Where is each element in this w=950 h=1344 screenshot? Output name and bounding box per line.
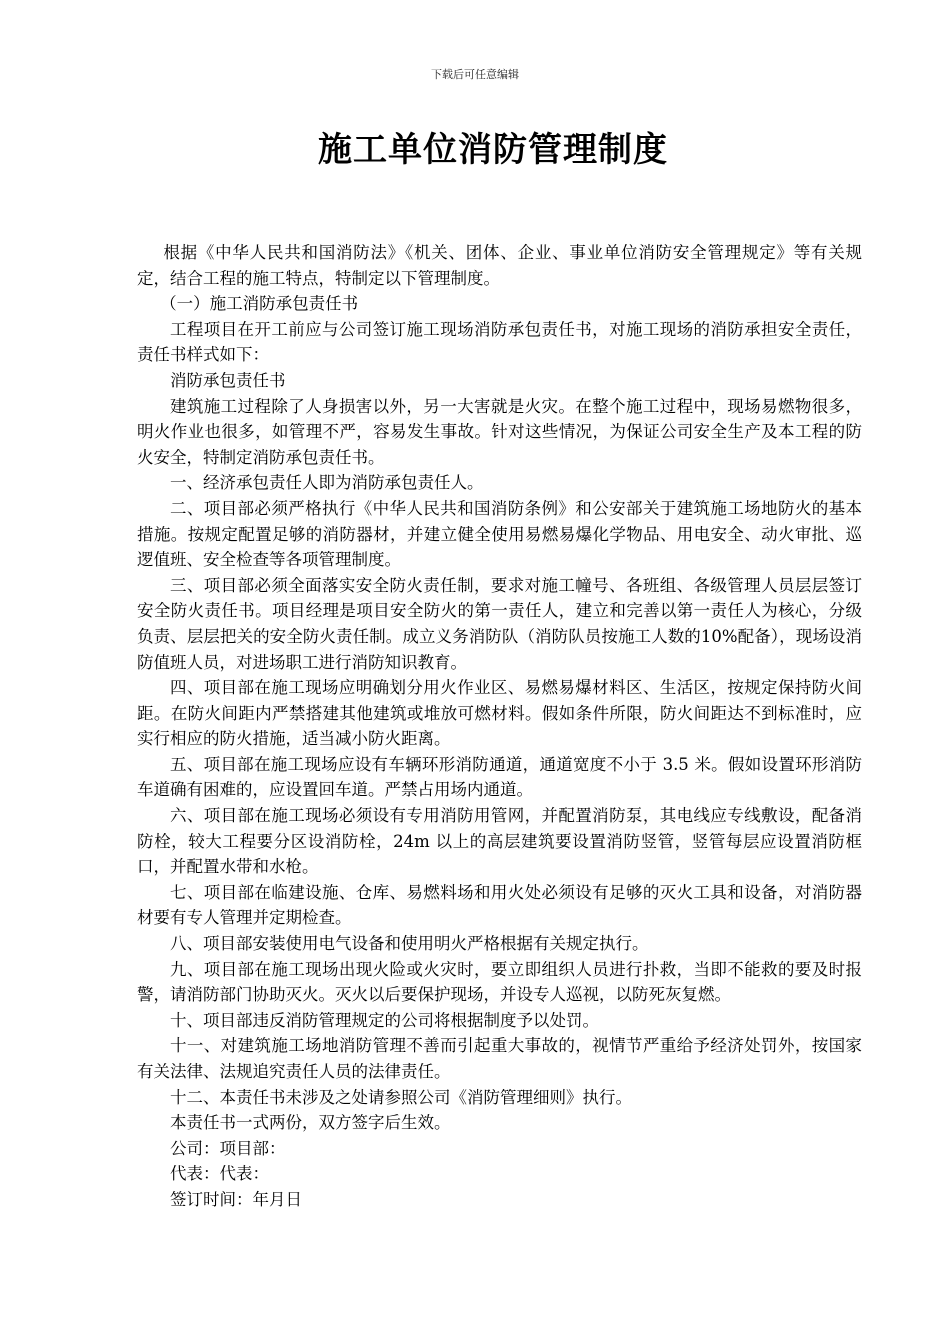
signature-representative-line: 代表：代表：: [170, 1164, 269, 1184]
clause-item: 八、项目部安装使用电气设备和使用明火严格根据有关规定执行。: [170, 934, 649, 954]
clause-item: 二、项目部必须严格执行《中华人民共和国消防条例》和公安部关于建筑施工场地防火的基本措施。按规定配置足够的消防器材，并建立健全使用易燃易爆化学物品、用电安全、动火审批、巡逻值班、安全检查等各项管理制度。: [137, 498, 862, 570]
clause-item: 三、项目部必须全面落实安全防火责任制，要求对施工幢号、各班组、各级管理人员层层签订安全防火责任书。项目经理是项目安全防火的第一责任人，建立和完善以第一责任人为核心，分级负责、层层把关的安全防火责任制。成立义务消防队（消防队员按施工人数的10%配备），现场设消防值班人员，对进场职工进行消防知识教育。: [137, 575, 862, 672]
section-heading: （一）施工消防承包责任书: [160, 294, 359, 314]
clause-item: 四、项目部在施工现场应明确划分用火作业区、易燃易爆材料区、生活区，按规定保持防火间距。在防火间距内严禁搭建其他建筑或堆放可燃材料。假如条件所限，防火间距达不到标准时，应实行相应的防火措施，适当减小防火距离。: [137, 678, 862, 749]
clause-item: 十、项目部违反消防管理规定的公司将根据制度予以处罚。: [170, 1010, 599, 1030]
page-header-note: 下载后可任意编辑: [431, 68, 519, 81]
subheading: 消防承包责任书: [170, 370, 286, 390]
document-body: [137, 240, 862, 1213]
signature-date-line: 签订时间：年月日: [170, 1189, 302, 1209]
signature-company-line: 公司：项目部：: [170, 1138, 286, 1158]
clause-item: 九、项目部在施工现场出现火险或火灾时，要立即组织人员进行扑救，当即不能救的要及时报警，请消防部门协助灭火。灭火以后要保护现场，并设专人巡视，以防死灰复燃。: [137, 959, 862, 1005]
paragraph-intro: 根据《中华人民共和国消防法》《机关、团体、企业、事业单位消防安全管理规定》等有关规定，结合工程的施工特点，特制定以下管理制度。: [137, 243, 862, 288]
effect-statement: 本责任书一式两份，双方签字后生效。: [170, 1113, 451, 1133]
clause-item: 十一、对建筑施工场地消防管理不善而引起重大事故的，视情节严重给予经济处罚外，按国家有关法律、法规追究责任人员的法律责任。: [137, 1036, 862, 1081]
clause-item: 六、项目部在施工现场必须设有专用消防用管网，并配置消防泵，其电线应专线敷设，配备消防栓，较大工程要分区设消防栓，24m 以上的高层建筑要设置消防竖管，竖管每层应设置消防框口，并配置水带和水枪。: [137, 806, 862, 877]
clause-item: 七、项目部在临建设施、仓库、易燃料场和用火处必须设有足够的灭火工具和设备，对消防器材要有专人管理并定期检查。: [137, 882, 862, 928]
clause-item: 五、项目部在施工现场应设有车辆环形消防通道，通道宽度不小于 3.5 米。假如设置环形消防车道确有困难的，应设置回车道。严禁占用场内通道。: [137, 754, 862, 800]
clause-item: 十二、本责任书未涉及之处请参照公司《消防管理细则》执行。: [170, 1087, 632, 1107]
document-title: 施工单位消防管理制度: [318, 130, 668, 170]
paragraph: 工程项目在开工前应与公司签订施工现场消防承包责任书，对施工现场的消防承担安全责任，责任书样式如下：: [137, 319, 862, 365]
clause-item: 一、经济承包责任人即为消防承包责任人。: [170, 473, 484, 493]
paragraph: 建筑施工过程除了人身损害以外，另一大害就是火灾。在整个施工过程中，现场易燃物很多，明火作业也很多，如管理不严，容易发生事故。针对这些情况，为保证公司安全生产及本工程的防火安全，特制定消防承包责任书。: [137, 396, 862, 467]
